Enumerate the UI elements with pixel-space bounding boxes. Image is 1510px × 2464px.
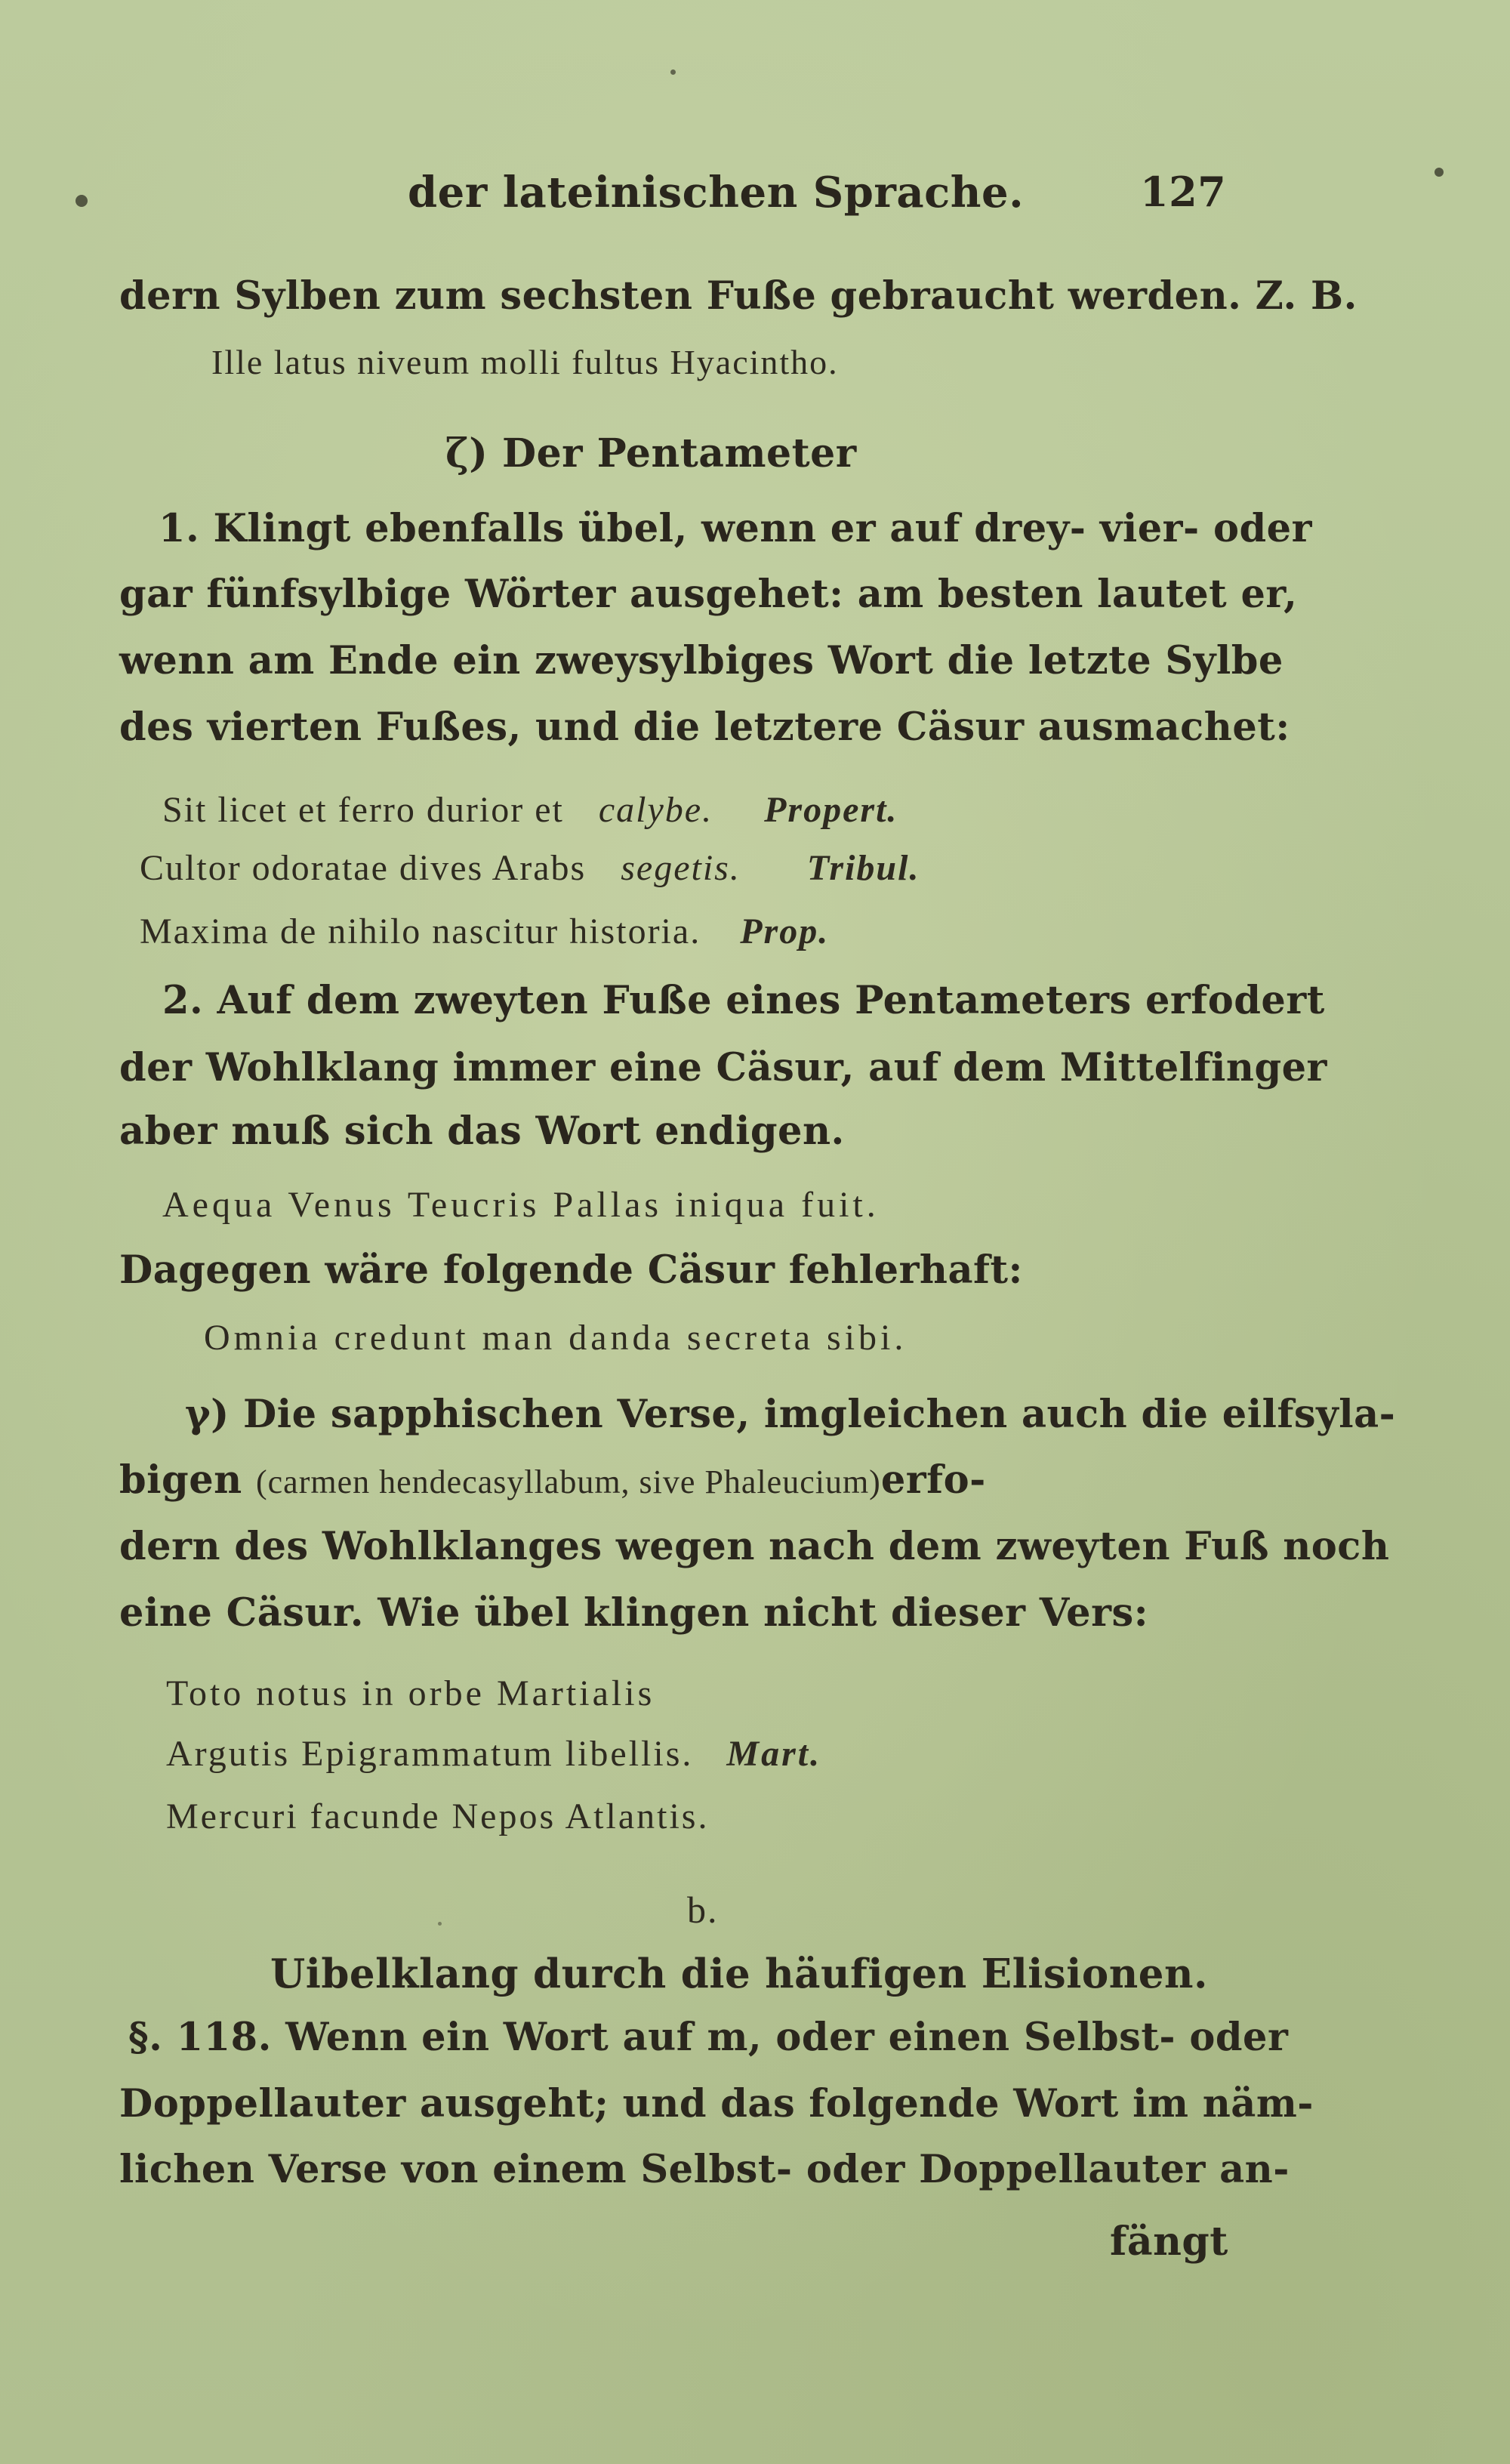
verse-line: Ille latus niveum molli fultus Hyacintho. xyxy=(211,343,839,381)
verse-line xyxy=(166,1733,821,1775)
verse-line: Toto notus in orbe Martialis xyxy=(166,1673,655,1713)
text-line: lichen Verse von einem Selbst- oder Doppellauter an- xyxy=(119,2147,1290,2192)
text-fragment: Wenn ein Wort auf m, oder einen Selbst- oder xyxy=(285,2015,1289,2060)
verse-source: Tribul. xyxy=(806,848,920,888)
text-line: eine Cäsur. Wie übel klingen nicht dieser Vers: xyxy=(119,1590,1149,1636)
text-line: Dagegen wäre folgende Cäsur fehlerhaft: xyxy=(119,1247,1023,1293)
text-line: der Wohlklang immer eine Cäsur, auf dem Mittelfinger xyxy=(119,1045,1327,1090)
verse-text: Maxima de nihilo nascitur historia. xyxy=(140,911,701,951)
text-line: Doppellauter ausgeht; und das folgende Wort im näm- xyxy=(119,2081,1314,2126)
text-fragment: bigen xyxy=(119,1457,242,1503)
text-line: des vierten Fußes, und die letztere Cäsur ausmachet: xyxy=(119,705,1290,750)
verse-line xyxy=(140,911,829,952)
verse-line xyxy=(140,847,920,889)
text-line: 2. Auf dem zweyten Fuße eines Pentameters erfodert xyxy=(162,978,1325,1023)
text-line: wenn am Ende ein zweysylbiges Wort die letzte Sylbe xyxy=(119,638,1284,683)
text-line: aber muß sich das Wort endigen. xyxy=(119,1109,845,1154)
text-line: dern des Wohlklanges wegen nach dem zweyten Fuß noch xyxy=(119,1524,1390,1569)
text-line: γ) Die sapphischen Verse, imgleichen auch die eilfsylа- xyxy=(185,1392,1396,1437)
verse-line: Aequa Venus Teucris Pallas iniqua fuit. xyxy=(162,1185,880,1225)
verse-source: Prop. xyxy=(740,911,830,951)
text-line xyxy=(128,2015,1288,2060)
text-line: gar fünfsylbige Wörter ausgehet: am besten lautet er, xyxy=(119,572,1298,617)
verse-line: Omnia credunt man danda secreta sibi. xyxy=(204,1318,908,1358)
running-title: der lateinischen Sprache. xyxy=(408,168,1025,217)
paper-speck xyxy=(1434,168,1444,177)
paragraph-number: §. 118. xyxy=(128,2015,272,2060)
paper-speck xyxy=(438,1922,442,1926)
latin-fragment: (carmen hendecasyllabum, sive Phaleucium) xyxy=(256,1463,881,1500)
verse-source: Mart. xyxy=(726,1734,822,1774)
verse-line: Mercuri facunde Nepos Atlantis. xyxy=(166,1796,710,1836)
paper-speck xyxy=(76,195,88,207)
paper-speck xyxy=(670,69,676,75)
section-letter: b. xyxy=(687,1889,719,1931)
text-line xyxy=(119,1457,986,1503)
verse-word: segetis. xyxy=(621,848,741,888)
section-title: Uibelklang durch die häufigen Elisionen. xyxy=(270,1951,1208,1997)
text-line: 1. Klingt ebenfalls übel, wenn er auf drey- vier- oder xyxy=(159,506,1312,551)
verse-source: Propert. xyxy=(764,790,898,830)
verse-text: Sit licet et ferro durior et xyxy=(162,790,564,830)
catchword: fängt xyxy=(1110,2219,1228,2265)
text-fragment: erfo- xyxy=(880,1457,986,1503)
verse-text: Argutis Epigrammatum libellis. xyxy=(166,1734,694,1774)
page-number: 127 xyxy=(1140,168,1227,216)
subheading: ζ) Der Pentameter xyxy=(445,430,857,476)
verse-word: calybe. xyxy=(598,790,713,830)
verse-text: Cultor odoratae dives Arabs xyxy=(140,848,587,888)
text-line: dern Sylben zum sechsten Fuße gebraucht werden. Z. B. xyxy=(119,273,1357,319)
verse-line xyxy=(162,789,898,831)
